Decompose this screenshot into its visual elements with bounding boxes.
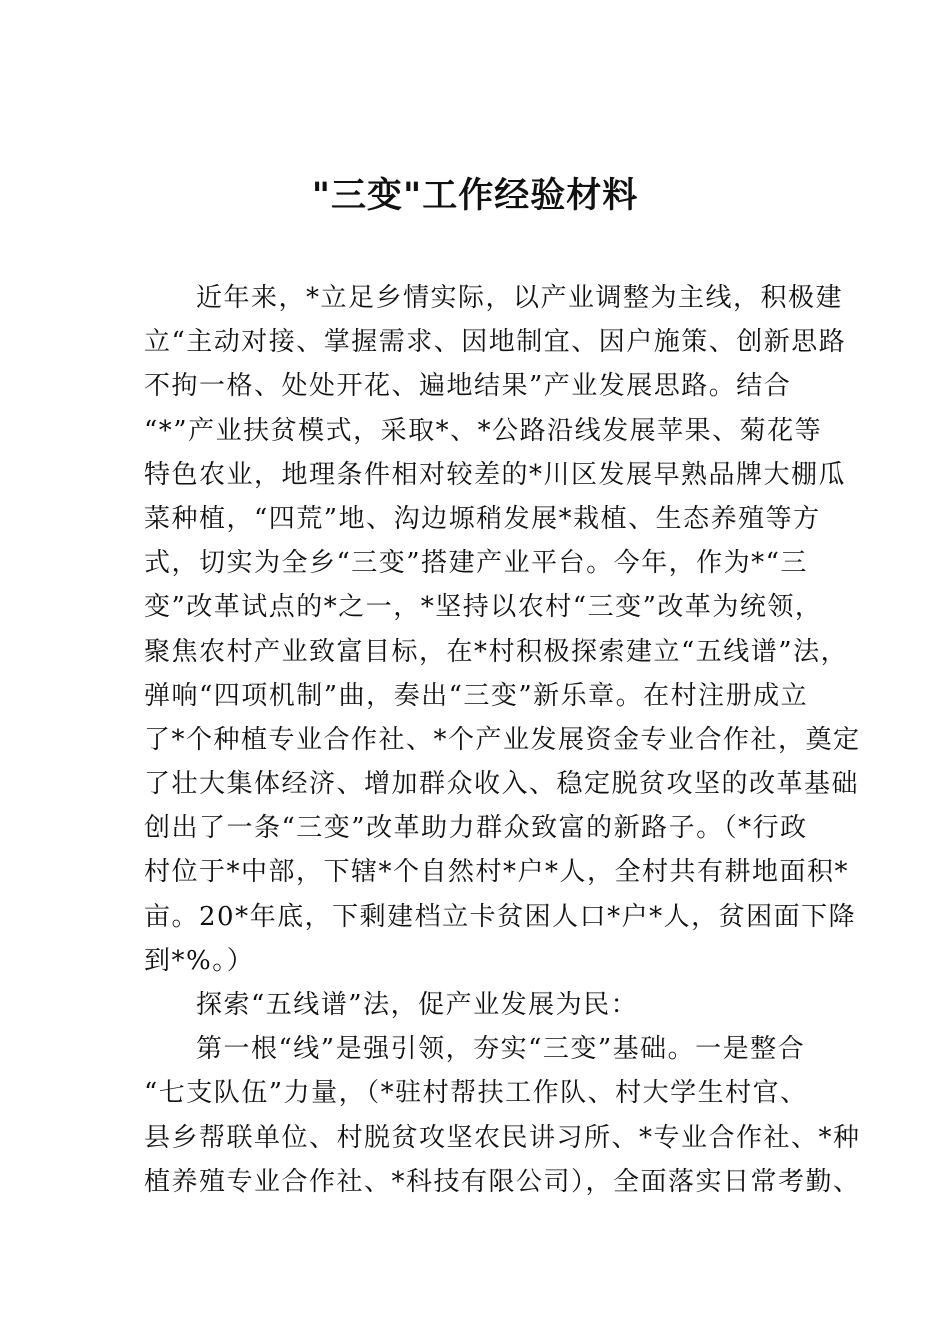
paragraph-line: 了*个种植专业合作社、*个产业发展资金专业合作社，奠定 [144, 724, 861, 755]
paragraph-line: 植养殖专业合作社、*科技有限公司），全面落实日常考勤、 [144, 1166, 861, 1197]
paragraph-line: 亩。20*年底，下剩建档立卡贫困人口*户*人，贫困面下降 [144, 901, 857, 932]
paragraph-line: 弹响“四项机制”曲，奏出“三变”新乐章。在村注册成立 [144, 680, 809, 711]
document-title: "三变"工作经验材料 [311, 175, 639, 216]
paragraph-line: 创出了一条“三变”改革助力群众致富的新路子。（*行政 [144, 813, 808, 844]
paragraph-line: 式，切实为全乡“三变”搭建产业平台。今年，作为*“三 [144, 548, 808, 579]
paragraph-line: 聚焦农村产业致富目标，在*村积极探索建立“五线谱”法， [144, 636, 849, 667]
paragraph-line: 了壮大集体经济、增加群众收入、稳定脱贫攻坚的改革基础 [144, 769, 860, 800]
paragraph-line: 近年来，*立足乡情实际，以产业调整为主线，积极建 [196, 283, 844, 313]
document-body [144, 276, 861, 1204]
paragraph-line: 立“主动对接、掌握需求、因地制宜、因户施策、创新思路 [144, 327, 847, 358]
paragraph-line: 县乡帮联单位、村脱贫攻坚农民讲习所、*专业合作社、*种 [144, 1122, 861, 1153]
paragraph-line: 第一根“线”是强引领，夯实“三变”基础。一是整合 [196, 1034, 806, 1065]
paragraph-line: 不拘一格、处处开花、遍地结果”产业发展思路。结合 [144, 371, 792, 402]
paragraph-line: “七支队伍”力量，（*驻村帮扶工作队、村大学生村官、 [144, 1078, 808, 1109]
paragraph-line: “*”产业扶贫模式，采取*、*公路沿线发展苹果、菊花等 [144, 415, 823, 446]
paragraph-line: 村位于*中部，下辖*个自然村*户*人，全村共有耕地面积* [144, 857, 850, 888]
paragraph-line: 菜种植，“四荒”地、沟边塬稍发展*栽植、生态养殖等方 [144, 503, 821, 534]
paragraph-line: 到*%。） [144, 945, 255, 976]
paragraph-line: 特色农业，地理条件相对较差的*川区发展早熟品牌大棚瓜 [144, 459, 847, 490]
section-heading: 探索“五线谱”法，促产业发展为民： [196, 990, 639, 1020]
paragraph-line: 变”改革试点的*之一，*坚持以农村“三变”改革为统领， [144, 592, 823, 623]
